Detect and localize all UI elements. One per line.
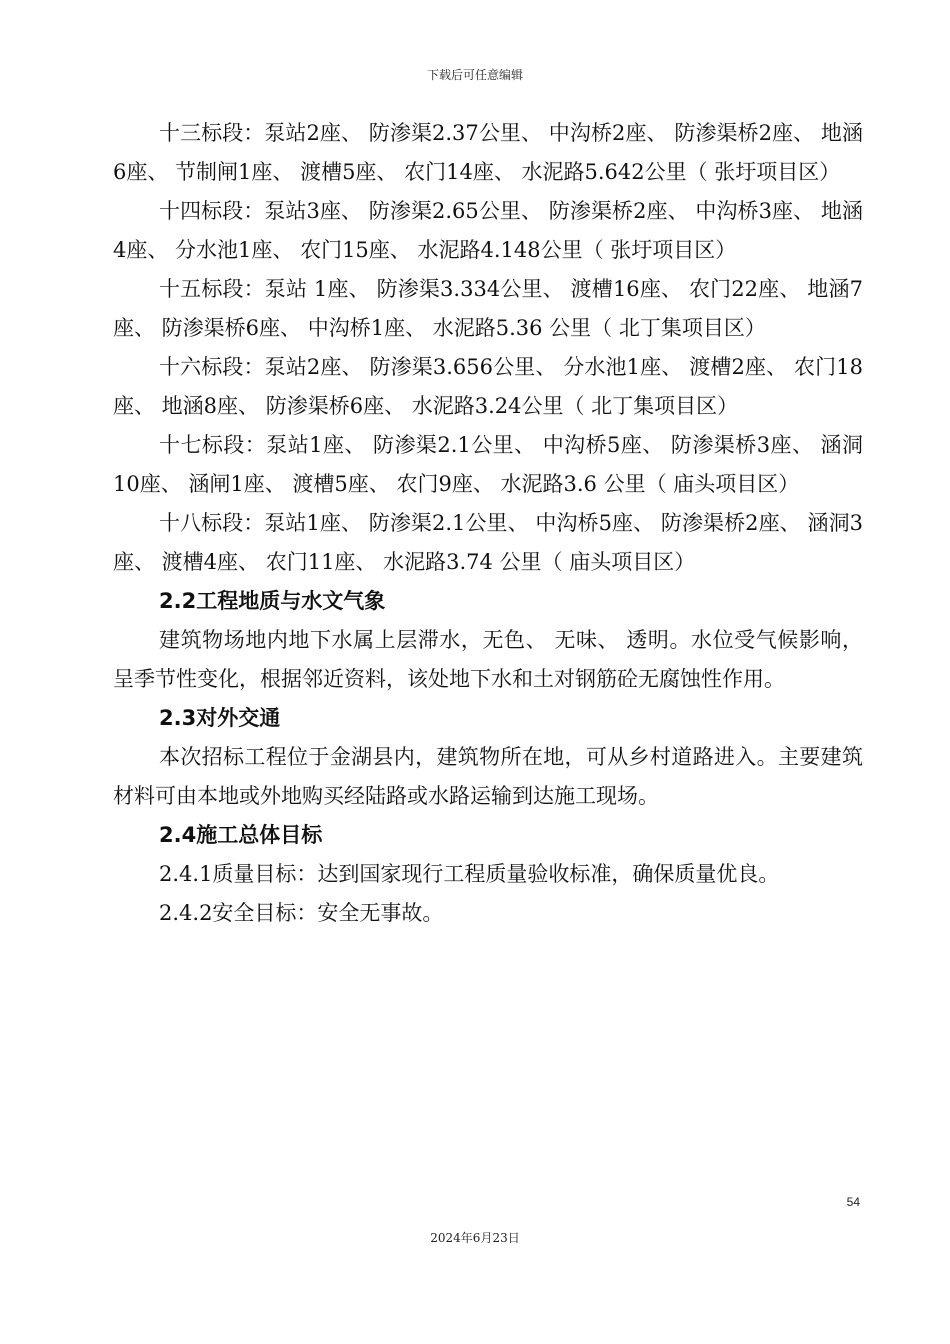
- page-footer-date: 2024年6月23日: [430, 1231, 520, 1245]
- section-14-paragraph: 十四标段：泵站3座、 防渗渠2.65公里、 防渗渠桥2座、 中沟桥3座、 地涵4座、 分水池1座、 农门15座、 水泥路4.148公里（ 张圩项目区）: [113, 199, 863, 262]
- traffic-paragraph: 本次招标工程位于金湖县内，建筑物所在地，可从乡村道路进入。主要建筑材料可由本地或外地购买经陆路或水路运输到达施工现场。: [113, 745, 863, 808]
- section-15-paragraph: 十五标段：泵站 1座、 防渗渠3.334公里、 渡槽16座、 农门22座、 地涵7座、 防渗渠桥6座、 中沟桥1座、 水泥路5.36 公里（ 北丁集项目区）: [113, 277, 863, 340]
- section-13-paragraph: 十三标段：泵站2座、 防渗渠2.37公里、 中沟桥2座、 防渗渠桥2座、 地涵6座、 节制闸1座、 渡槽5座、 农门14座、 水泥路5.642公里（ 张圩项目区）: [113, 121, 863, 184]
- geology-paragraph: 建筑物场地内地下水属上层滞水，无色、 无味、 透明。水位受气候影响，呈季节性变化，根据邻近资料，该处地下水和土对钢筋砼无腐蚀性作用。: [113, 628, 863, 691]
- section-18-paragraph: 十八标段：泵站1座、 防渗渠2.1公里、 中沟桥5座、 防渗渠桥2座、 涵洞3座、 渡槽4座、 农门11座、 水泥路3.74 公里（ 庙头项目区）: [113, 511, 863, 574]
- geology-heading: 2.2工程地质与水文气象: [159, 589, 386, 613]
- quality-goal-paragraph: 2.4.1质量目标：达到国家现行工程质量验收标准，确保质量优良。: [159, 862, 780, 886]
- goals-heading: 2.4施工总体目标: [159, 823, 323, 847]
- safety-goal-paragraph: 2.4.2安全目标：安全无事故。: [159, 901, 444, 925]
- page-number: 54: [846, 1195, 860, 1209]
- document-body: [113, 114, 863, 933]
- traffic-heading: 2.3对外交通: [159, 706, 281, 730]
- section-17-paragraph: 十七标段：泵站1座、 防渗渠2.1公里、 中沟桥5座、 防渗渠桥3座、 涵洞10座、 涵闸1座、 渡槽5座、 农门9座、 水泥路3.6 公里（ 庙头项目区）: [113, 433, 863, 496]
- page-header: 下载后可任意编辑: [426, 68, 523, 82]
- section-16-paragraph: 十六标段：泵站2座、 防渗渠3.656公里、 分水池1座、 渡槽2座、 农门18座、 地涵8座、 防渗渠桥6座、 水泥路3.24公里（ 北丁集项目区）: [113, 355, 863, 418]
